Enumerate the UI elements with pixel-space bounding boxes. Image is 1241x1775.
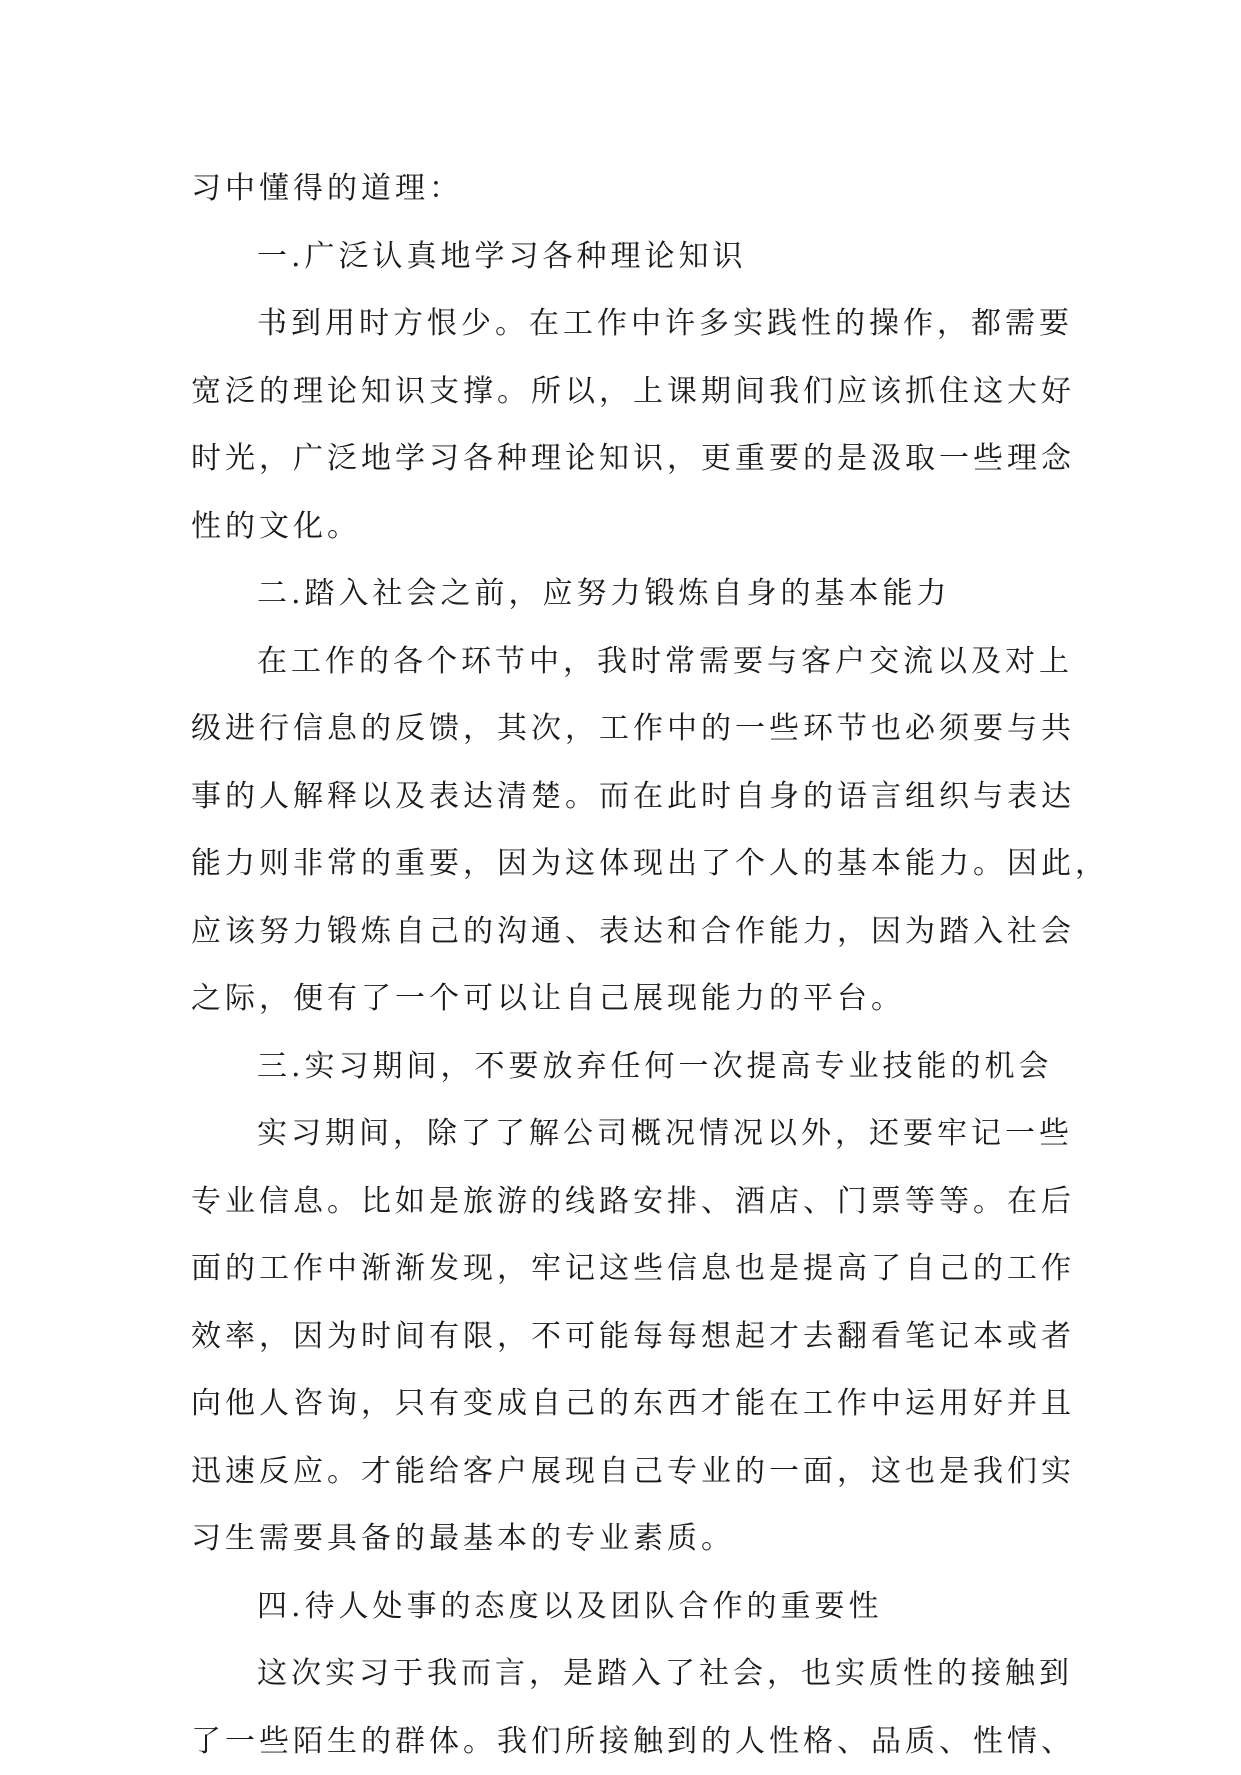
text-line: 面的工作中渐渐发现，牢记这些信息也是提高了自己的工作: [191, 1235, 1051, 1303]
text-line: 事的人解释以及表达清楚。而在此时自身的语言组织与表达: [191, 763, 1051, 831]
document-body: [191, 155, 1051, 1775]
text-line: 级进行信息的反馈，其次，工作中的一些环节也必须要与共: [191, 695, 1051, 763]
text-line: 习生需要具备的最基本的专业素质。: [191, 1505, 1051, 1573]
text-line: 性的文化。: [191, 493, 1051, 561]
text-line: 在工作的各个环节中，我时常需要与客户交流以及对上: [191, 628, 1051, 696]
text-line: 应该努力锻炼自己的沟通、表达和合作能力，因为踏入社会: [191, 898, 1051, 966]
text-line: 专业信息。比如是旅游的线路安排、酒店、门票等等。在后: [191, 1168, 1051, 1236]
text-line: 实习期间，除了了解公司概况情况以外，还要牢记一些: [191, 1100, 1051, 1168]
section-heading: 一.广泛认真地学习各种理论知识: [191, 223, 1051, 291]
text-line: 效率，因为时间有限，不可能每每想起才去翻看笔记本或者: [191, 1303, 1051, 1371]
text-line: 书到用时方恨少。在工作中许多实践性的操作，都需要: [191, 290, 1051, 358]
text-line: 向他人咨询，只有变成自己的东西才能在工作中运用好并且: [191, 1370, 1051, 1438]
text-line: 时光，广泛地学习各种理论知识，更重要的是汲取一些理念: [191, 425, 1051, 493]
section-heading: 四.待人处事的态度以及团队合作的重要性: [191, 1573, 1051, 1641]
text-line: 习中懂得的道理：: [191, 155, 1051, 223]
section-heading: 二.踏入社会之前，应努力锻炼自身的基本能力: [191, 560, 1051, 628]
text-line: 能力则非常的重要，因为这体现出了个人的基本能力。因此，: [191, 830, 1051, 898]
text-line: 迅速反应。才能给客户展现自己专业的一面，这也是我们实: [191, 1438, 1051, 1506]
text-line: 了一些陌生的群体。我们所接触到的人性格、品质、性情、: [191, 1708, 1051, 1775]
text-line: 宽泛的理论知识支撑。所以，上课期间我们应该抓住这大好: [191, 358, 1051, 426]
section-heading: 三.实习期间，不要放弃任何一次提高专业技能的机会: [191, 1033, 1051, 1101]
text-line: 之际，便有了一个可以让自己展现能力的平台。: [191, 965, 1051, 1033]
text-line: 这次实习于我而言，是踏入了社会，也实质性的接触到: [191, 1640, 1051, 1708]
